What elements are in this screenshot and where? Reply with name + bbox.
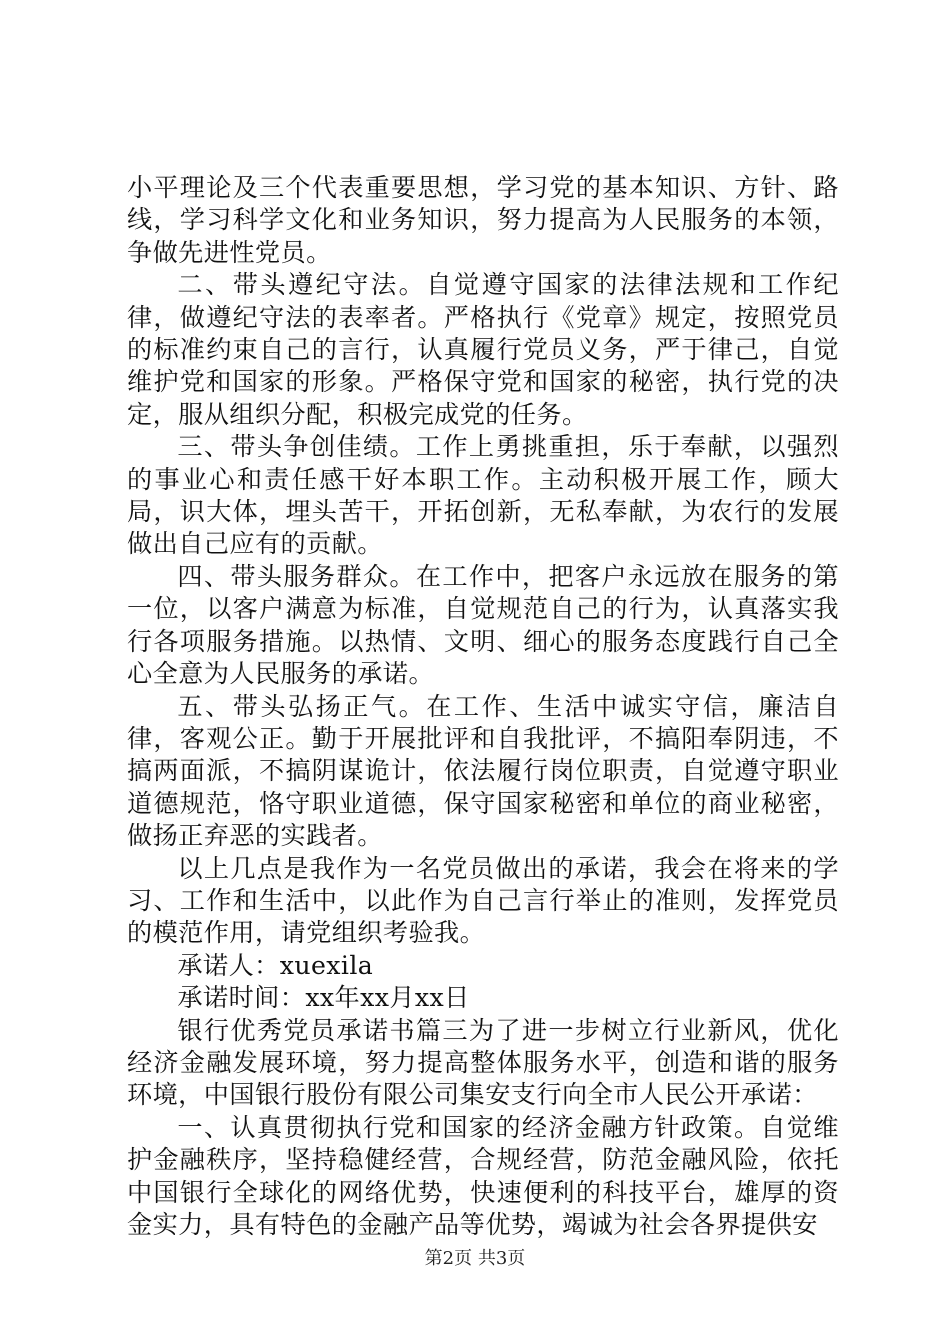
paragraph-5: 五、带头弘扬正气。在工作、生活中诚实守信，廉洁自律，客观公正。勤于开展批评和自我批评，不搞阳奉阴违，不搞两面派，不搞阴谋诡计，依法履行岗位职责，自觉遵守职业道德规范，恪守职业道德，保守国家秘密和单位的商业秘密，做扬正弃恶的实践者。 <box>127 691 839 851</box>
signatory-line: 承诺人：xuexila <box>177 950 374 980</box>
document-body <box>127 172 839 1241</box>
paragraph-4: 四、带头服务群众。在工作中，把客户永远放在服务的第一位，以客户满意为标准，自觉规范自己的行为，认真落实我行各项服务措施。以热情、文明、细心的服务态度践行自己全心全意为人民服务的承诺。 <box>127 561 839 689</box>
page-footer: 第2页 共3页 <box>424 1248 526 1269</box>
paragraph-6: 以上几点是我作为一名党员做出的承诺，我会在将来的学习、工作和生活中，以此作为自己言行举止的准则，发挥党员的模范作用，请党组织考验我。 <box>127 853 839 948</box>
paragraph-3: 三、带头争创佳绩。工作上勇挑重担，乐于奉献，以强烈的事业心和责任感干好本职工作。主动积极开展工作，顾大局，识大体，埋头苦干，开拓创新，无私奉献，为农行的发展做出自己应有的贡献。 <box>127 432 839 559</box>
date-line: 承诺时间：xx年xx月xx日 <box>177 983 470 1013</box>
paragraph-2: 二、带头遵纪守法。自觉遵守国家的法律法规和工作纪律，做遵纪守法的表率者。严格执行《党章》规定，按照党员的标准约束自己的言行，认真履行党员义务，严于律己，自觉维护党和国家的形象。严格保守党和国家的秘密，执行党的决定，服从组织分配，积极完成党的任务。 <box>127 270 839 429</box>
paragraph-10: 一、认真贯彻执行党和国家的经济金融方针政策。自觉维护金融秩序，坚持稳健经营，合规经营，防范金融风险，依托中国银行全球化的网络优势，快速便利的科技平台，雄厚的资金实力，具有特色的金融产品等优势，竭诚为社会各界提供安 <box>127 1112 839 1239</box>
paragraph-1: 小平理论及三个代表重要思想，学习党的基本知识、方针、路线，学习科学文化和业务知识，努力提高为人民服务的本领，争做先进性党员。 <box>127 173 839 267</box>
paragraph-9: 银行优秀党员承诺书篇三为了进一步树立行业新风，优化经济金融发展环境，努力提高整体服务水平，创造和谐的服务环境，中国银行股份有限公司集安支行向全市人民公开承诺： <box>127 1015 839 1110</box>
